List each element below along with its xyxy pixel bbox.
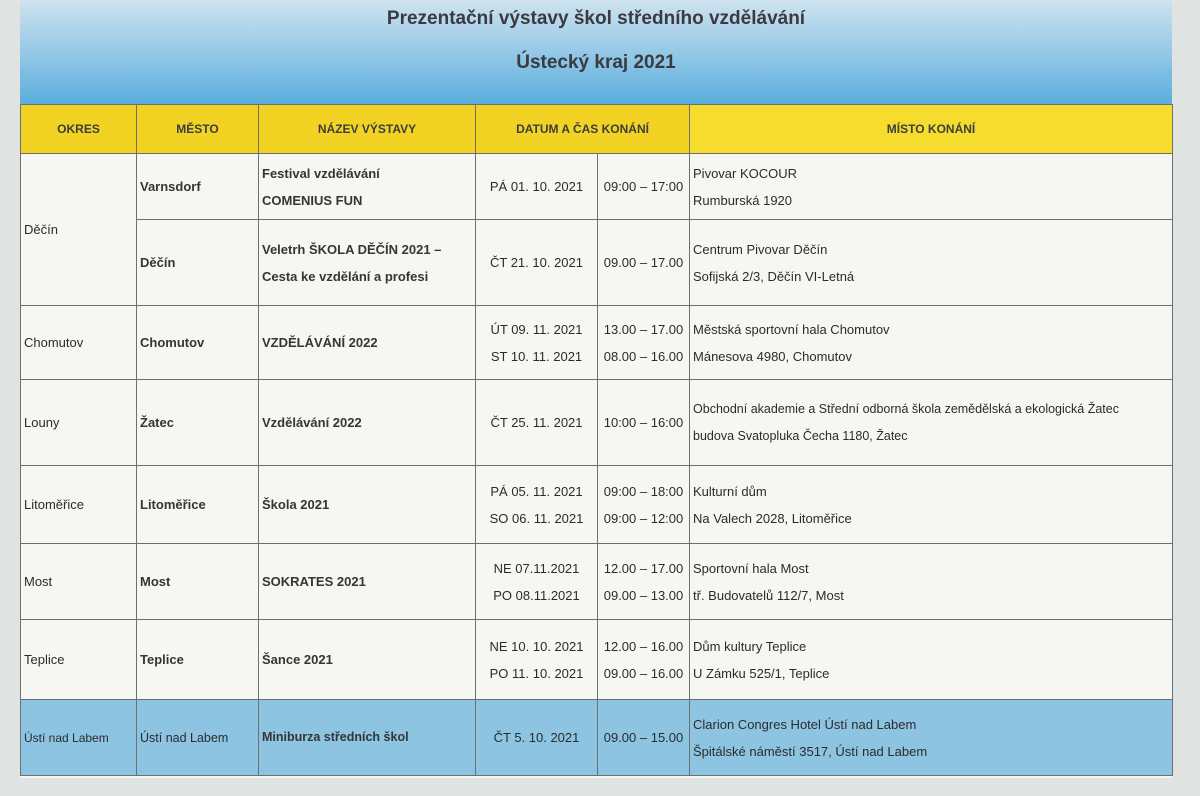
cell-nazev: [259, 466, 476, 544]
cell-nazev: [259, 700, 476, 776]
cell-cas: [598, 306, 690, 380]
cell-nazev: [259, 220, 476, 306]
cell-cas: [598, 466, 690, 544]
cell-mesto: Ústí nad Labem: [137, 700, 259, 776]
cell-line: 09.00 – 13.00: [603, 587, 684, 603]
header-band: [20, 0, 1172, 104]
header-mesto: MĚSTO: [137, 105, 259, 154]
header-misto: MÍSTO KONÁNÍ: [690, 105, 1173, 154]
cell-line: Festival vzdělávání: [262, 165, 380, 181]
cell-okres: Louny: [21, 380, 137, 466]
cell-cas: [598, 700, 690, 776]
cell-line: 12.00 – 16.00: [603, 638, 684, 654]
cell-misto: [690, 466, 1173, 544]
cell-line: ČT 21. 10. 2021: [490, 255, 583, 270]
cell-nazev: [259, 380, 476, 466]
cell-line: VZDĚLÁVÁNÍ 2022: [262, 335, 378, 350]
cell-nazev: [259, 620, 476, 700]
cell-line: U Zámku 525/1, Teplice: [693, 665, 830, 681]
cell-line: 10:00 – 16:00: [603, 415, 684, 430]
cell-line: SOKRATES 2021: [262, 574, 366, 589]
cell-line: 09.00 – 16.00: [603, 665, 684, 681]
cell-nazev: [259, 544, 476, 620]
cell-okres: Chomutov: [21, 306, 137, 380]
cell-line: ČT 5. 10. 2021: [493, 730, 580, 745]
cell-line: NE 10. 10. 2021: [489, 638, 584, 654]
cell-mesto: Děčín: [137, 220, 259, 306]
cell-line: Na Valech 2028, Litoměřice: [693, 510, 852, 526]
document-sheet: [20, 0, 1172, 778]
cell-line: Kulturní dům: [693, 483, 767, 499]
cell-cas: [598, 380, 690, 466]
cell-line: PO 11. 10. 2021: [489, 665, 584, 681]
cell-line: Obchodní akademie a Střední odborná škola zemědělská a ekologická Žatec: [693, 401, 1119, 416]
cell-cas: [598, 154, 690, 220]
cell-mesto: Chomutov: [137, 306, 259, 380]
cell-line: Mánesova 4980, Chomutov: [693, 348, 852, 364]
cell-mesto: Most: [137, 544, 259, 620]
document-title: Prezentační výstavy škol středního vzdělávání: [386, 8, 806, 29]
table-header-row: [21, 105, 1173, 154]
cell-line: ČT 25. 11. 2021: [490, 415, 583, 430]
cell-line: Sportovní hala Most: [693, 560, 809, 576]
cell-datum: [476, 544, 598, 620]
cell-line: 09.00 – 15.00: [603, 730, 684, 745]
cell-mesto: Žatec: [137, 380, 259, 466]
cell-datum: [476, 220, 598, 306]
cell-nazev: [259, 154, 476, 220]
cell-line: 09.00 – 17.00: [603, 255, 684, 270]
cell-line: Sofijská 2/3, Děčín VI-Letná: [693, 268, 855, 284]
cell-line: Centrum Pivovar Děčín: [693, 241, 828, 257]
table-row: [21, 154, 1173, 220]
cell-cas: [598, 220, 690, 306]
cell-line: SO 06. 11. 2021: [489, 510, 584, 526]
cell-okres: Ústí nad Labem: [21, 700, 137, 776]
cell-line: Špitálské náměstí 3517, Ústí nad Labem: [693, 743, 928, 759]
cell-mesto: Teplice: [137, 620, 259, 700]
cell-cas: [598, 620, 690, 700]
cell-line: 08.00 – 16.00: [603, 348, 684, 364]
table-row: [21, 620, 1173, 700]
cell-line: 09:00 – 18:00: [603, 483, 684, 499]
schedule-table: [20, 104, 1173, 776]
cell-nazev: [259, 306, 476, 380]
cell-mesto: Litoměřice: [137, 466, 259, 544]
header-nazev: NÁZEV VÝSTAVY: [259, 105, 476, 154]
cell-okres: Děčín: [21, 154, 137, 306]
cell-misto: [690, 544, 1173, 620]
cell-line: Pivovar KOCOUR: [693, 165, 798, 181]
cell-cas: [598, 544, 690, 620]
cell-misto: [690, 700, 1173, 776]
cell-line: ÚT 09. 11. 2021: [490, 321, 583, 337]
cell-line: Clarion Congres Hotel Ústí nad Labem: [693, 716, 917, 732]
table-row: [21, 544, 1173, 620]
cell-line: Šance 2021: [262, 652, 333, 667]
table-row: [21, 220, 1173, 306]
cell-datum: [476, 154, 598, 220]
cell-line: PO 08.11.2021: [493, 587, 580, 603]
cell-misto: [690, 620, 1173, 700]
cell-line: 09:00 – 12:00: [603, 510, 684, 526]
cell-okres: Teplice: [21, 620, 137, 700]
cell-line: Cesta ke vzdělání a profesi: [262, 268, 429, 284]
cell-okres: Most: [21, 544, 137, 620]
cell-line: PÁ 05. 11. 2021: [490, 483, 583, 499]
cell-line: Škola 2021: [262, 497, 330, 512]
cell-misto: [690, 220, 1173, 306]
cell-line: Dům kultury Teplice: [693, 638, 807, 654]
cell-datum: [476, 466, 598, 544]
document-subtitle: Ústecký kraj 2021: [516, 52, 676, 73]
cell-line: 13.00 – 17.00: [603, 321, 684, 337]
cell-okres: Litoměřice: [21, 466, 137, 544]
cell-mesto: Varnsdorf: [137, 154, 259, 220]
cell-line: Rumburská 1920: [693, 192, 793, 208]
cell-datum: [476, 380, 598, 466]
cell-line: Veletrh ŠKOLA DĚČÍN 2021 –: [262, 241, 442, 257]
table-row: [21, 466, 1173, 544]
header-okres: OKRES: [21, 105, 137, 154]
cell-misto: [690, 154, 1173, 220]
cell-line: ST 10. 11. 2021: [490, 348, 583, 364]
cell-datum: [476, 306, 598, 380]
table-row: [21, 700, 1173, 776]
cell-line: Městská sportovní hala Chomutov: [693, 321, 890, 337]
cell-line: tř. Budovatelů 112/7, Most: [693, 587, 844, 603]
header-datum: DATUM A ČAS KONÁNÍ: [476, 105, 690, 154]
cell-misto: [690, 380, 1173, 466]
table-row: [21, 380, 1173, 466]
cell-line: NE 07.11.2021: [493, 560, 580, 576]
cell-line: Miniburza středních škol: [262, 730, 409, 744]
cell-line: Vzdělávání 2022: [262, 415, 362, 430]
cell-datum: [476, 700, 598, 776]
cell-misto: [690, 306, 1173, 380]
cell-line: PÁ 01. 10. 2021: [489, 179, 584, 194]
cell-datum: [476, 620, 598, 700]
table-row: [21, 306, 1173, 380]
cell-line: 12.00 – 17.00: [603, 560, 684, 576]
cell-line: budova Svatopluka Čecha 1180, Žatec: [693, 428, 908, 443]
cell-line: 09:00 – 17:00: [603, 179, 684, 194]
cell-line: COMENIUS FUN: [262, 192, 363, 208]
